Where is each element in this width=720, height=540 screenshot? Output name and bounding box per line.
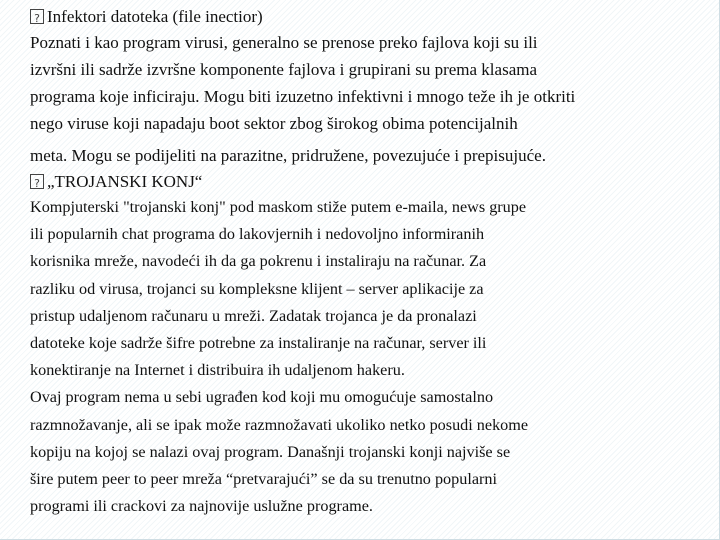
- missing-glyph-bullet-icon: [30, 174, 44, 189]
- paragraph-line: konektiranje na Internet i distribuira ih udaljenom hakeru.: [30, 361, 405, 380]
- heading-trojan-horse-text: „TROJANSKI KONJ“: [47, 172, 203, 191]
- paragraph-line: kopiju na kojoj se nalazi ovaj program. Današnji trojanski konji najviše se: [30, 442, 511, 461]
- paragraph-line: korisnika mreže, navodeći ih da ga pokrenu i instaliraju na računar. Za: [30, 252, 487, 271]
- heading-trojan-horse: [30, 170, 710, 194]
- missing-glyph-bullet-icon: [30, 9, 44, 24]
- paragraph-line: programi ili crackovi za najnovije uslužne programe.: [30, 497, 373, 516]
- paragraph-line: izvršni ili sadrže izvršne komponente fajlova i grupirani su prema klasama: [30, 60, 538, 79]
- paragraph-line: Kompjuterski "trojanski konj" pod maskom stiže putem e-maila, news grupe: [30, 198, 527, 216]
- paragraph-line: nego viruse koji napadaju boot sektor zbog širokog obima potencijalnih: [30, 114, 518, 133]
- heading-file-infector: [30, 5, 710, 29]
- slide-content: [30, 5, 710, 520]
- heading-file-infector-text: Infektori datoteka (file inectior): [47, 7, 263, 26]
- paragraph-line: meta. Mogu se podijeliti na parazitne, pridružene, povezujuće i prepisujuće.: [30, 146, 546, 165]
- paragraph-line: razliku od virusa, trojanci su kompleksne klijent – server aplikacije za: [30, 279, 484, 298]
- paragraph-trojan-horse: [30, 194, 710, 520]
- paragraph-line: razmnožavanje, ali se ipak može razmnožavati ukoliko netko posudi nekome: [30, 415, 529, 434]
- paragraph-line: pristup udaljenom računaru u mreži. Zadatak trojanca je da pronalazi: [30, 306, 477, 325]
- paragraph-line: Ovaj program nema u sebi ugrađen kod koji mu omogućuje samostalno: [30, 388, 494, 407]
- paragraph-file-infector: [30, 29, 710, 169]
- paragraph-line: programa koje inficiraju. Mogu biti izuzetno infektivni i mnogo teže ih je otkriti: [30, 87, 576, 106]
- paragraph-line: šire putem peer to peer mreža “pretvarajući” se da su trenutno popularni: [30, 470, 497, 489]
- paragraph-line: ili popularnih chat programa do lakovjernih i nedovoljno informiranih: [30, 225, 485, 244]
- paragraph-line: Poznati i kao program virusi, generalno se prenose preko fajlova koji su ili: [30, 33, 538, 52]
- paragraph-line: datoteke koje sadrže šifre potrebne za instaliranje na računar, server ili: [30, 334, 487, 353]
